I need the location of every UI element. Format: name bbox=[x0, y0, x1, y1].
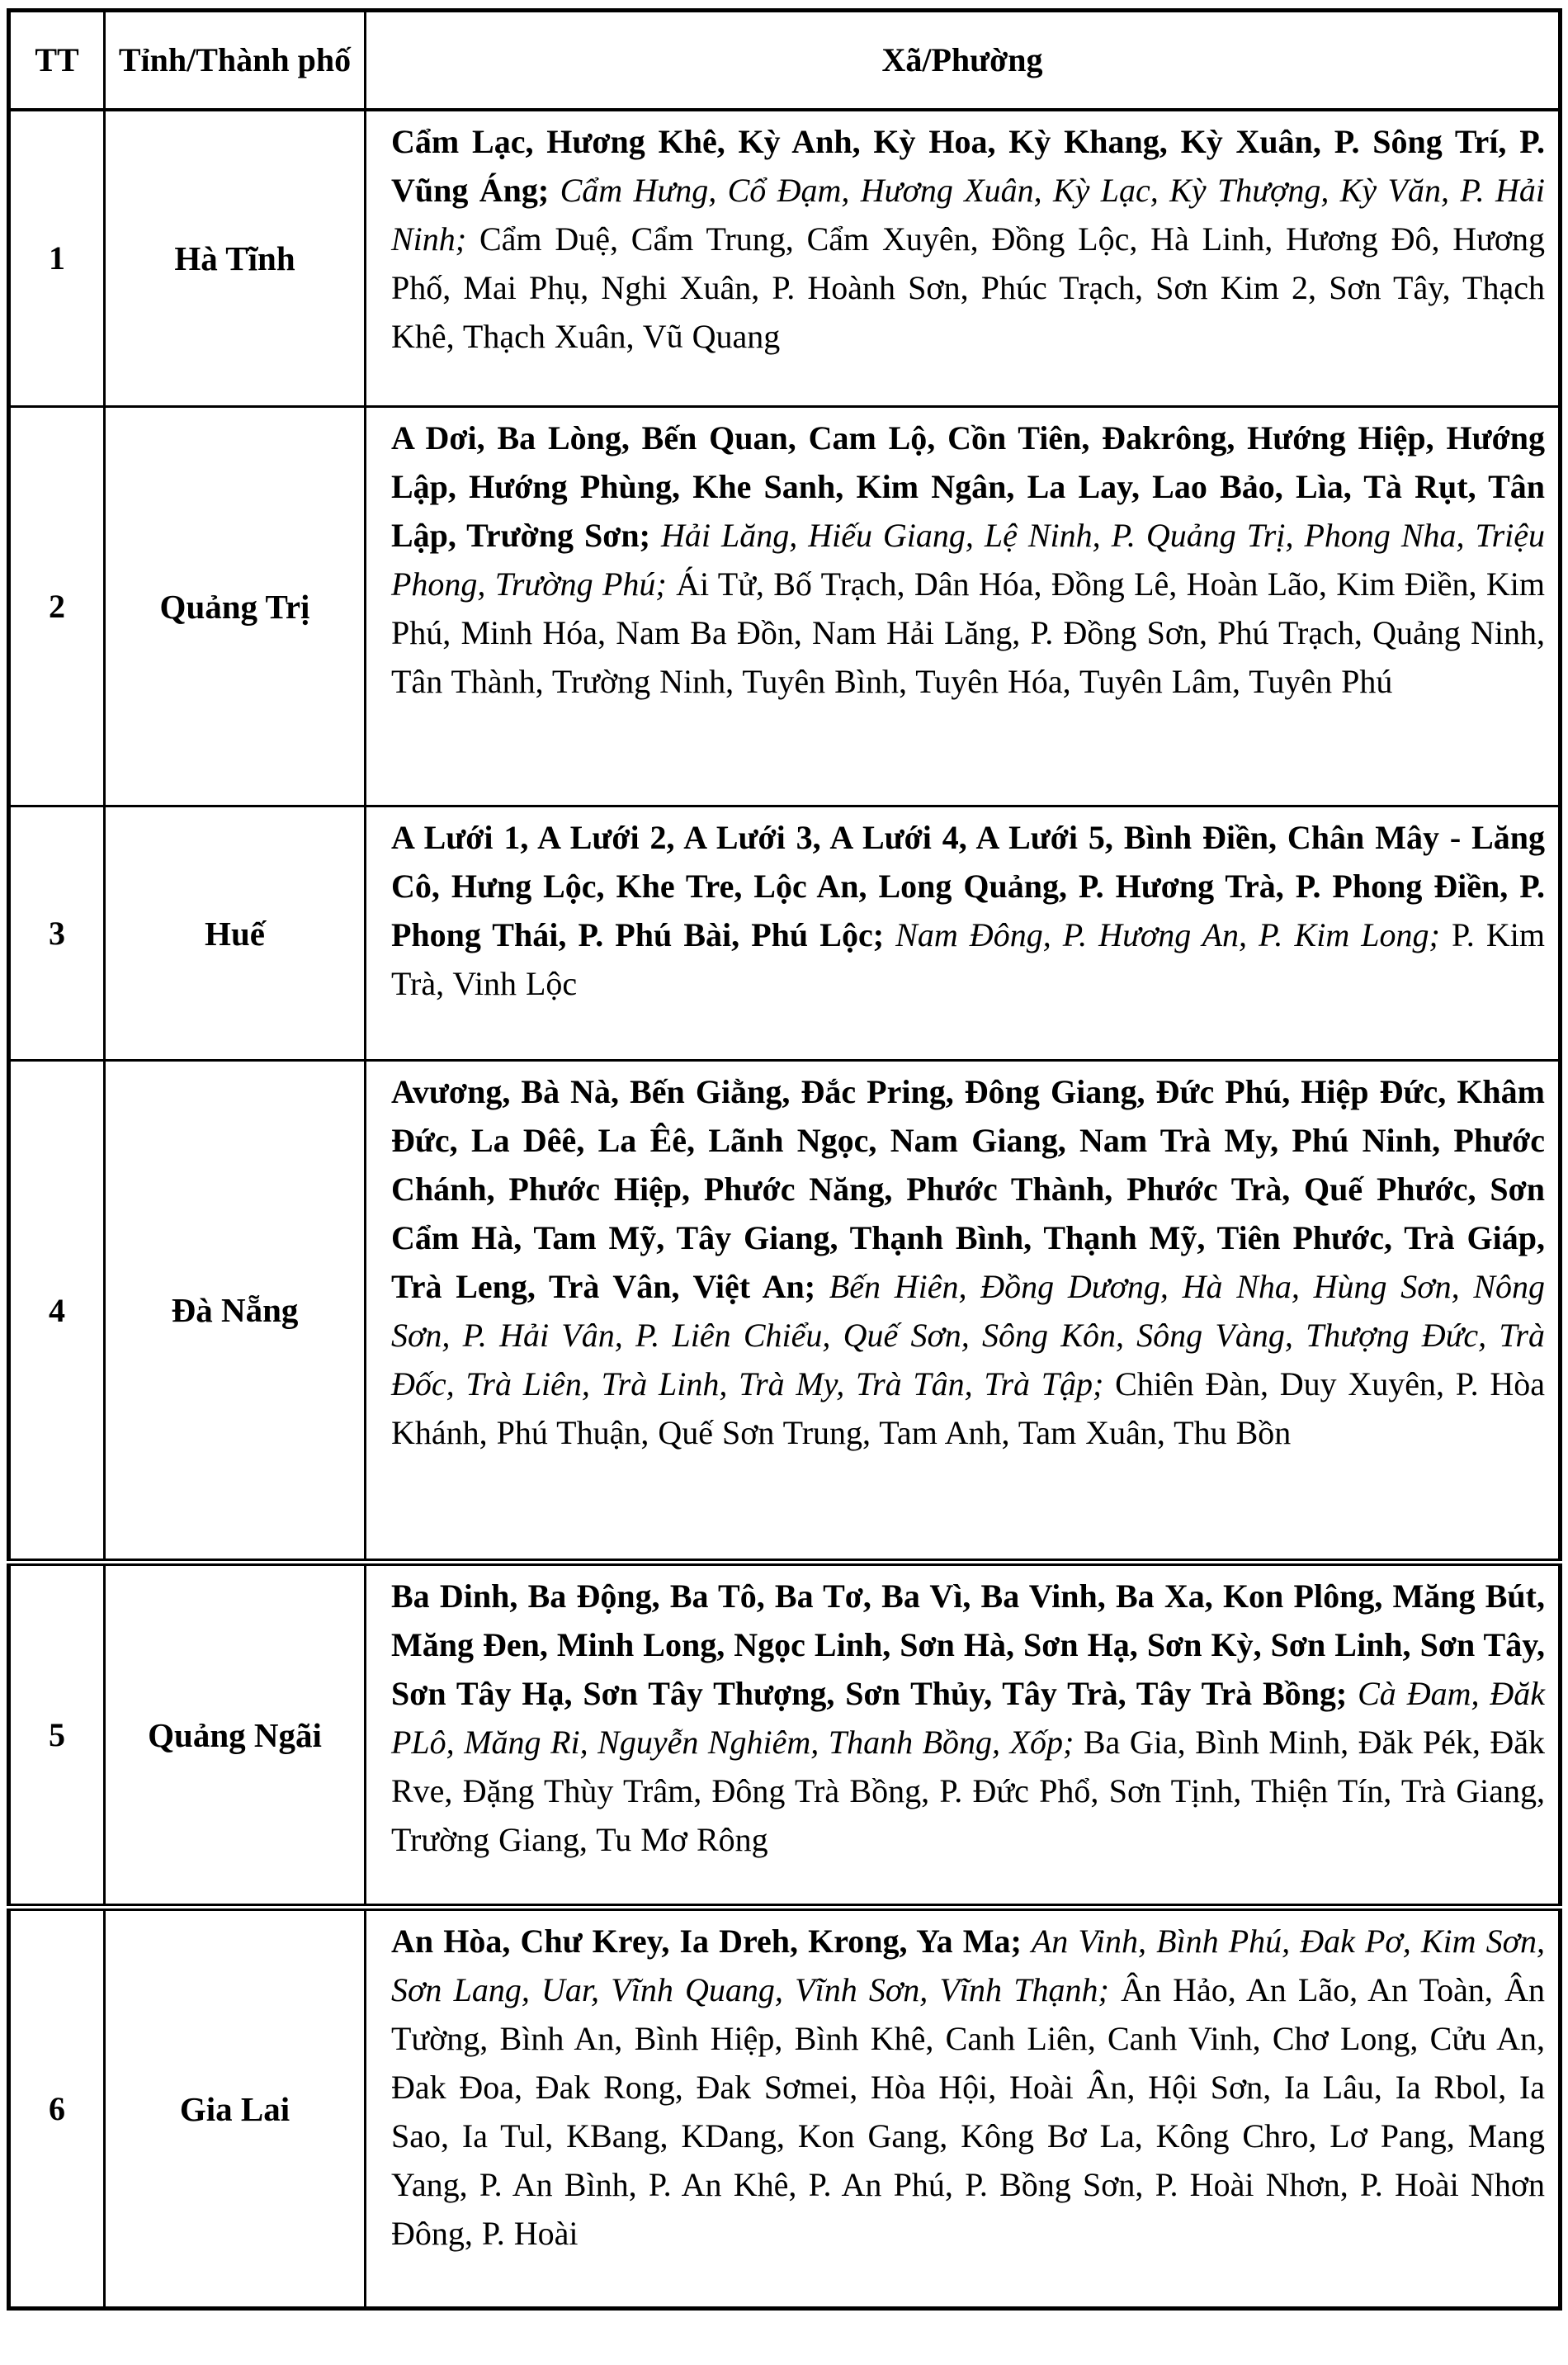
commune-italic-segment: An Vinh, Bình Phú, Đak Pơ, Kim Sơn, Sơn Lang, Uar, Vĩnh Quang, Vĩnh Sơn, Vĩnh Thạnh; bbox=[391, 1923, 1545, 2008]
row-number: 1 bbox=[9, 110, 105, 407]
province-name: Đà Nẵng bbox=[105, 1061, 366, 1563]
commune-italic-segment: Cà Đam, Đăk PLô, Măng Ri, Nguyễn Nghiêm, Thanh Bồng, Xốp; bbox=[391, 1675, 1546, 1761]
table-row bbox=[9, 1908, 1561, 2309]
commune-bold-segment: Avương, Bà Nà, Bến Giằng, Đắc Pring, Đông Giang, Đức Phú, Hiệp Đức, Khâm Đức, La Dêê, La Êê, Lãnh Ngọc, Nam Giang, Nam Trà My, Phú Ninh, Phước Chánh, Phước Hiệp, Phước Năng, Phước Thành, Phước Trà, Quế Phước, Sơn Cẩm Hà, Tam Mỹ, Tây Giang, Thạnh Bình, Thạnh Mỹ, Tiên Phước, Trà Giáp, Trà Leng, Trà Vân, Việt An; bbox=[391, 1073, 1545, 1305]
header-tt: TT bbox=[9, 11, 105, 110]
table-row bbox=[9, 407, 1561, 806]
commune-bold-segment: A Lưới 1, A Lưới 2, A Lưới 3, A Lưới 4, A Lưới 5, Bình Điền, Chân Mây - Lăng Cô, Hưng Lộc, Khe Tre, Lộc An, Long Quảng, P. Hương Trà, P. Phong Điền, P. Phong Thái, P. Phú Bài, Phú Lộc; bbox=[391, 819, 1545, 953]
commune-italic-segment: Bến Hiên, Đồng Dương, Hà Nha, Hùng Sơn, Nông Sơn, P. Hải Vân, P. Liên Chiểu, Quế Sơn, Sông Kôn, Sông Vàng, Thượng Đức, Trà Đốc, Trà Liên, Trà Linh, Trà My, Trà Tân, Trà Tập; bbox=[391, 1268, 1545, 1402]
table-header-row bbox=[9, 11, 1561, 110]
commune-list bbox=[366, 1061, 1561, 1563]
commune-regular-segment: Ái Tử, Bố Trạch, Dân Hóa, Đồng Lê, Hoàn Lão, Kim Điền, Kim Phú, Minh Hóa, Nam Ba Đồn, Nam Hải Lăng, P. Đồng Sơn, Phú Trạch, Quảng Ninh, Tân Thành, Trường Ninh, Tuyên Bình, Tuyên Hóa, Tuyên Lâm, Tuyên Phú bbox=[391, 565, 1546, 700]
commune-regular-segment: Chiên Đàn, Duy Xuyên, P. Hòa Khánh, Phú Thuận, Quế Sơn Trung, Tam Anh, Tam Xuân, Thu Bồn bbox=[391, 1365, 1545, 1451]
commune-list bbox=[366, 1908, 1561, 2309]
table-row bbox=[9, 1061, 1561, 1563]
commune-list bbox=[366, 1563, 1561, 1908]
admin-units-table bbox=[7, 8, 1562, 2311]
table-row bbox=[9, 806, 1561, 1061]
commune-italic-segment: Cẩm Hưng, Cổ Đạm, Hương Xuân, Kỳ Lạc, Kỳ Thượng, Kỳ Văn, P. Hải Ninh; bbox=[391, 171, 1545, 258]
table-row bbox=[9, 110, 1561, 407]
commune-bold-segment: Cẩm Lạc, Hương Khê, Kỳ Anh, Kỳ Hoa, Kỳ Khang, Kỳ Xuân, P. Sông Trí, P. Vũng Áng; bbox=[391, 122, 1545, 209]
commune-regular-segment: Ba Gia, Bình Minh, Đăk Pék, Đăk Rve, Đặng Thùy Trâm, Đông Trà Bồng, P. Đức Phổ, Sơn Tịnh, Thiện Tín, Trà Giang, Trường Giang, Tu Mơ Rông bbox=[391, 1724, 1545, 1858]
province-name: Huế bbox=[105, 806, 366, 1061]
commune-list bbox=[366, 110, 1561, 407]
commune-bold-segment: An Hòa, Chư Krey, Ia Dreh, Krong, Ya Ma; bbox=[391, 1923, 1022, 1960]
row-number: 6 bbox=[9, 1908, 105, 2309]
commune-bold-segment: A Dơi, Ba Lòng, Bến Quan, Cam Lộ, Cồn Tiên, Đakrông, Hướng Hiệp, Hướng Lập, Hướng Phùng, Khe Sanh, Kim Ngân, La Lay, Lao Bảo, Lìa, Tà Rụt, Tân Lập, Trường Sơn; bbox=[391, 419, 1545, 554]
commune-italic-segment: Nam Đông, P. Hương An, P. Kim Long; bbox=[895, 916, 1440, 953]
table-row bbox=[9, 1563, 1561, 1908]
commune-list bbox=[366, 806, 1561, 1061]
commune-regular-segment: P. Kim Trà, Vinh Lộc bbox=[391, 916, 1546, 1002]
province-name: Quảng Trị bbox=[105, 407, 366, 806]
province-name: Quảng Ngãi bbox=[105, 1563, 366, 1908]
row-number: 4 bbox=[9, 1061, 105, 1563]
commune-regular-segment: Ân Hảo, An Lão, An Toàn, Ân Tường, Bình An, Bình Hiệp, Bình Khê, Canh Liên, Canh Vinh, Chơ Long, Cửu An, Đak Đoa, Đak Rong, Đak Sơmei, Hòa Hội, Hoài Ân, Hội Sơn, Ia Lâu, Ia Rbol, Ia Sao, Ia Tul, KBang, KDang, Kon Gang, Kông Bơ La, Kông Chro, Lơ Pang, Mang Yang, P. An Bình, P. An Khê, P. An Phú, P. Bồng Sơn, P. Hoài Nhơn, P. Hoài Nhơn Đông, P. Hoài bbox=[391, 1971, 1546, 2252]
row-number: 5 bbox=[9, 1563, 105, 1908]
commune-bold-segment: Ba Dinh, Ba Động, Ba Tô, Ba Tơ, Ba Vì, Ba Vinh, Ba Xa, Kon Plông, Măng Bút, Măng Đen, Minh Long, Ngọc Linh, Sơn Hà, Sơn Hạ, Sơn Kỳ, Sơn Linh, Sơn Tây, Sơn Tây Hạ, Sơn Tây Thượng, Sơn Thủy, Tây Trà, Tây Trà Bồng; bbox=[391, 1577, 1545, 1712]
header-commune: Xã/Phường bbox=[366, 11, 1561, 110]
province-name: Gia Lai bbox=[105, 1908, 366, 2309]
commune-regular-segment: Cẩm Duệ, Cẩm Trung, Cẩm Xuyên, Đồng Lộc, Hà Linh, Hương Đô, Hương Phố, Mai Phụ, Nghi Xuân, P. Hoành Sơn, Phúc Trạch, Sơn Kim 2, Sơn Tây, Thạch Khê, Thạch Xuân, Vũ Quang bbox=[391, 220, 1545, 355]
header-province: Tỉnh/Thành phố bbox=[105, 11, 366, 110]
province-name: Hà Tĩnh bbox=[105, 110, 366, 407]
commune-list bbox=[366, 407, 1561, 806]
row-number: 2 bbox=[9, 407, 105, 806]
commune-italic-segment: Hải Lăng, Hiếu Giang, Lệ Ninh, P. Quảng Trị, Phong Nha, Triệu Phong, Trường Phú; bbox=[391, 517, 1546, 603]
row-number: 3 bbox=[9, 806, 105, 1061]
